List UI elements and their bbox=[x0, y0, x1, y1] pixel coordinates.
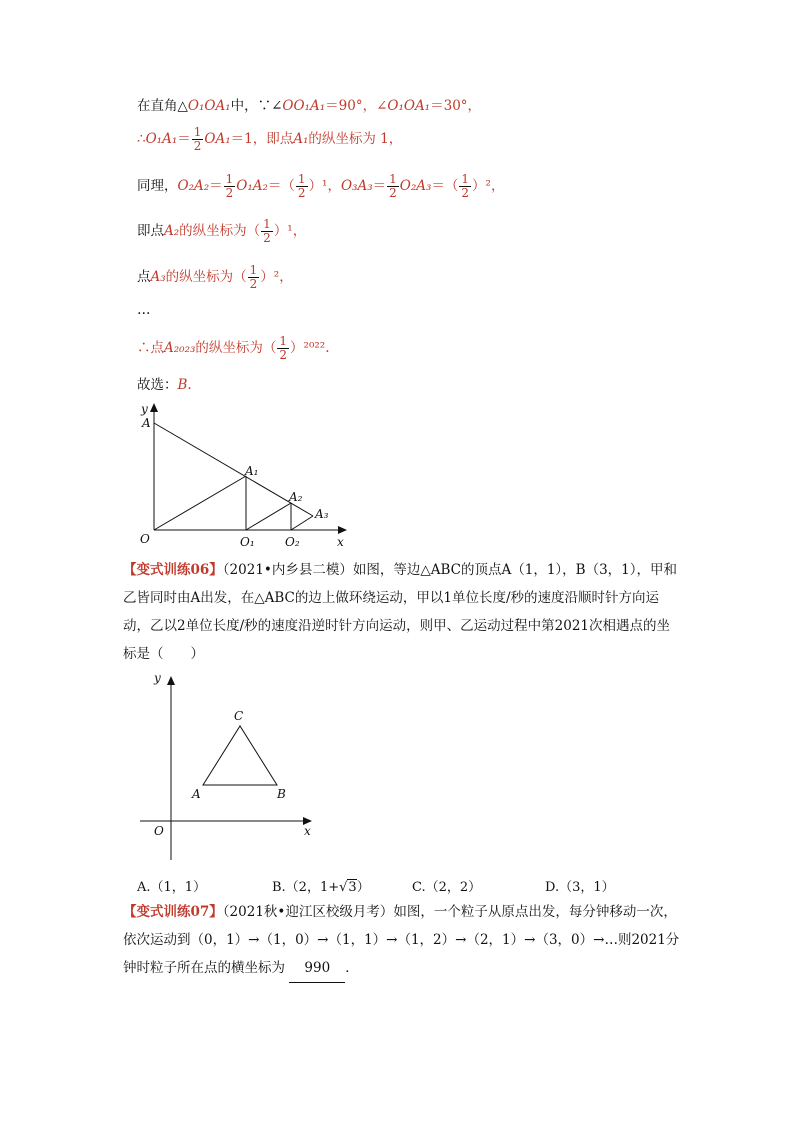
numerator: 1 bbox=[297, 172, 306, 186]
choice-a-text: A.（1，1） bbox=[137, 880, 207, 895]
sqrt-icon: √ bbox=[339, 880, 348, 895]
label-O2: O₂ bbox=[285, 535, 300, 549]
solution-line-7 bbox=[137, 335, 330, 362]
segment-O2A3 bbox=[291, 516, 313, 530]
answer-blank bbox=[289, 954, 345, 983]
text: ＝1，即点 bbox=[230, 131, 294, 147]
text: 的纵坐标为（ bbox=[179, 223, 261, 239]
x-axis-arrow bbox=[338, 526, 347, 534]
denominator: 2 bbox=[389, 186, 397, 200]
text: 的纵坐标为（ bbox=[195, 340, 277, 356]
text: 中，∵∠ bbox=[230, 98, 283, 114]
solution-line-5 bbox=[137, 264, 293, 291]
fraction bbox=[261, 218, 273, 245]
label-B: B bbox=[277, 787, 286, 801]
text: ∴点 bbox=[137, 340, 164, 356]
fraction bbox=[192, 126, 204, 153]
math: A₃ bbox=[150, 269, 166, 285]
numerator: 1 bbox=[263, 217, 271, 231]
math: O₁OA₁ bbox=[187, 98, 231, 114]
text: ＝（ bbox=[267, 178, 295, 194]
label-A: A bbox=[192, 787, 201, 801]
fraction bbox=[387, 173, 399, 200]
y-axis-arrow bbox=[167, 676, 175, 685]
figure-1-diagram bbox=[135, 395, 360, 550]
sqrt-radicand: 3 bbox=[348, 880, 357, 895]
text: 故选： bbox=[137, 377, 178, 393]
label-C: C bbox=[234, 709, 244, 723]
denominator: 2 bbox=[263, 231, 271, 245]
solution-line-3 bbox=[137, 173, 504, 200]
denominator: 2 bbox=[297, 186, 306, 200]
numerator: 1 bbox=[225, 172, 234, 186]
choice-d-text: D.（3，1） bbox=[545, 880, 615, 895]
fraction bbox=[296, 173, 308, 200]
numerator: 1 bbox=[389, 172, 397, 186]
math: O₁A₁ bbox=[145, 131, 178, 147]
choice-b bbox=[272, 876, 370, 895]
choice-b-close: ） bbox=[356, 880, 370, 895]
math: A₂ bbox=[164, 223, 180, 239]
solution-line-6 bbox=[137, 300, 151, 320]
label-y: y bbox=[154, 671, 161, 685]
math: A₂₀₂₃ bbox=[164, 340, 196, 356]
choice-c-text: C.（2，2） bbox=[412, 880, 482, 895]
therefore: ∴ bbox=[137, 131, 146, 147]
denominator: 2 bbox=[249, 277, 258, 291]
segment-O1A2 bbox=[246, 503, 291, 530]
math: O₂A₂ bbox=[177, 178, 210, 194]
fraction bbox=[224, 173, 236, 200]
text: ＝ bbox=[177, 131, 191, 147]
denominator: 2 bbox=[225, 186, 234, 200]
ellipsis: … bbox=[137, 302, 151, 318]
text: 同理， bbox=[137, 178, 178, 194]
segment-OA1 bbox=[154, 476, 246, 530]
text: ）²， bbox=[260, 269, 293, 285]
label-O1: O₁ bbox=[240, 535, 255, 549]
math: O₁A₂ bbox=[236, 178, 268, 194]
text: ＝ bbox=[209, 178, 223, 194]
label-y: y bbox=[141, 402, 148, 416]
text: ＝ bbox=[372, 178, 387, 194]
problem-tag: 【变式训练06】 bbox=[123, 562, 223, 578]
text: 的纵坐标为 1， bbox=[308, 131, 403, 147]
text: ）¹， bbox=[308, 178, 341, 194]
text: 在直角△ bbox=[137, 98, 188, 114]
fraction bbox=[277, 335, 289, 362]
answer-letter: B. bbox=[177, 377, 192, 393]
label-O: O bbox=[154, 824, 164, 838]
problem-07 bbox=[123, 898, 683, 983]
triangle-ABC bbox=[203, 726, 277, 785]
solution-line-4 bbox=[137, 218, 306, 245]
solution-line-2 bbox=[137, 126, 402, 153]
text: ＝30°， bbox=[430, 98, 482, 114]
text: ＝（ bbox=[431, 178, 459, 194]
solution-line-1 bbox=[137, 96, 481, 116]
math: OO₁A₁ bbox=[282, 98, 326, 114]
denominator: 2 bbox=[279, 348, 288, 362]
fraction bbox=[459, 173, 471, 200]
text: 点 bbox=[137, 269, 151, 285]
problem-text: （2021秋•迎江区校级月考）如图，一个粒子从原点出发，每分钟移动一次，依次运动到（0，1）→（1，0）→（1，1）→（1，2）→（2，1）→（3，0）→…则2021分钟时粒子所在点的横坐标为 bbox=[123, 904, 680, 976]
choice-a bbox=[137, 876, 206, 895]
label-A: A bbox=[142, 416, 151, 430]
math: O₂A₃ bbox=[399, 178, 432, 194]
numerator: 1 bbox=[249, 263, 258, 277]
text: ）²， bbox=[472, 178, 505, 194]
text: 即点 bbox=[137, 223, 164, 239]
choice-d bbox=[545, 876, 615, 895]
denominator: 2 bbox=[193, 139, 202, 153]
label-A3: A₃ bbox=[315, 507, 329, 521]
text: ＝90°，∠ bbox=[325, 98, 388, 114]
text: ）²⁰²². bbox=[290, 340, 330, 356]
text: 的纵坐标为（ bbox=[165, 269, 247, 285]
y-axis-arrow bbox=[150, 403, 158, 412]
problem-text: （2021•内乡县二模）如图，等边△ABC的顶点A（1，1），B（3，1），甲和乙皆同时由A出发，在△ABC的边上做环绕运动，甲以1单位长度/秒的速度沿顺时针方向运动，乙以2单位长度/秒的速度沿逆时针方向运动，则甲、乙运动过程中第2021次相遇点的坐标是（ ） bbox=[123, 562, 678, 662]
math: O₃A₃ bbox=[340, 178, 373, 194]
denominator: 2 bbox=[461, 186, 470, 200]
label-x: x bbox=[304, 824, 311, 838]
label-A2: A₂ bbox=[289, 490, 303, 504]
numerator: 1 bbox=[193, 125, 202, 139]
math: O₁OA₁ bbox=[387, 98, 431, 114]
problem-06 bbox=[123, 556, 683, 668]
math: A₁ bbox=[293, 131, 309, 147]
numerator: 1 bbox=[461, 172, 470, 186]
figure-2-diagram bbox=[140, 668, 320, 863]
choice-b-text: B.（2，1+ bbox=[272, 880, 340, 895]
math: OA₁ bbox=[204, 131, 231, 147]
fraction bbox=[248, 264, 260, 291]
label-x: x bbox=[337, 535, 344, 549]
problem-tag: 【变式训练07】 bbox=[123, 904, 223, 920]
numerator: 1 bbox=[279, 334, 288, 348]
problem-end: ． bbox=[345, 960, 359, 976]
choice-c bbox=[412, 876, 481, 895]
solution-line-8 bbox=[137, 375, 192, 395]
label-A1: A₁ bbox=[245, 464, 259, 478]
answer-value: 990 bbox=[304, 960, 331, 976]
text: ）¹， bbox=[273, 223, 307, 239]
label-O: O bbox=[140, 532, 150, 546]
